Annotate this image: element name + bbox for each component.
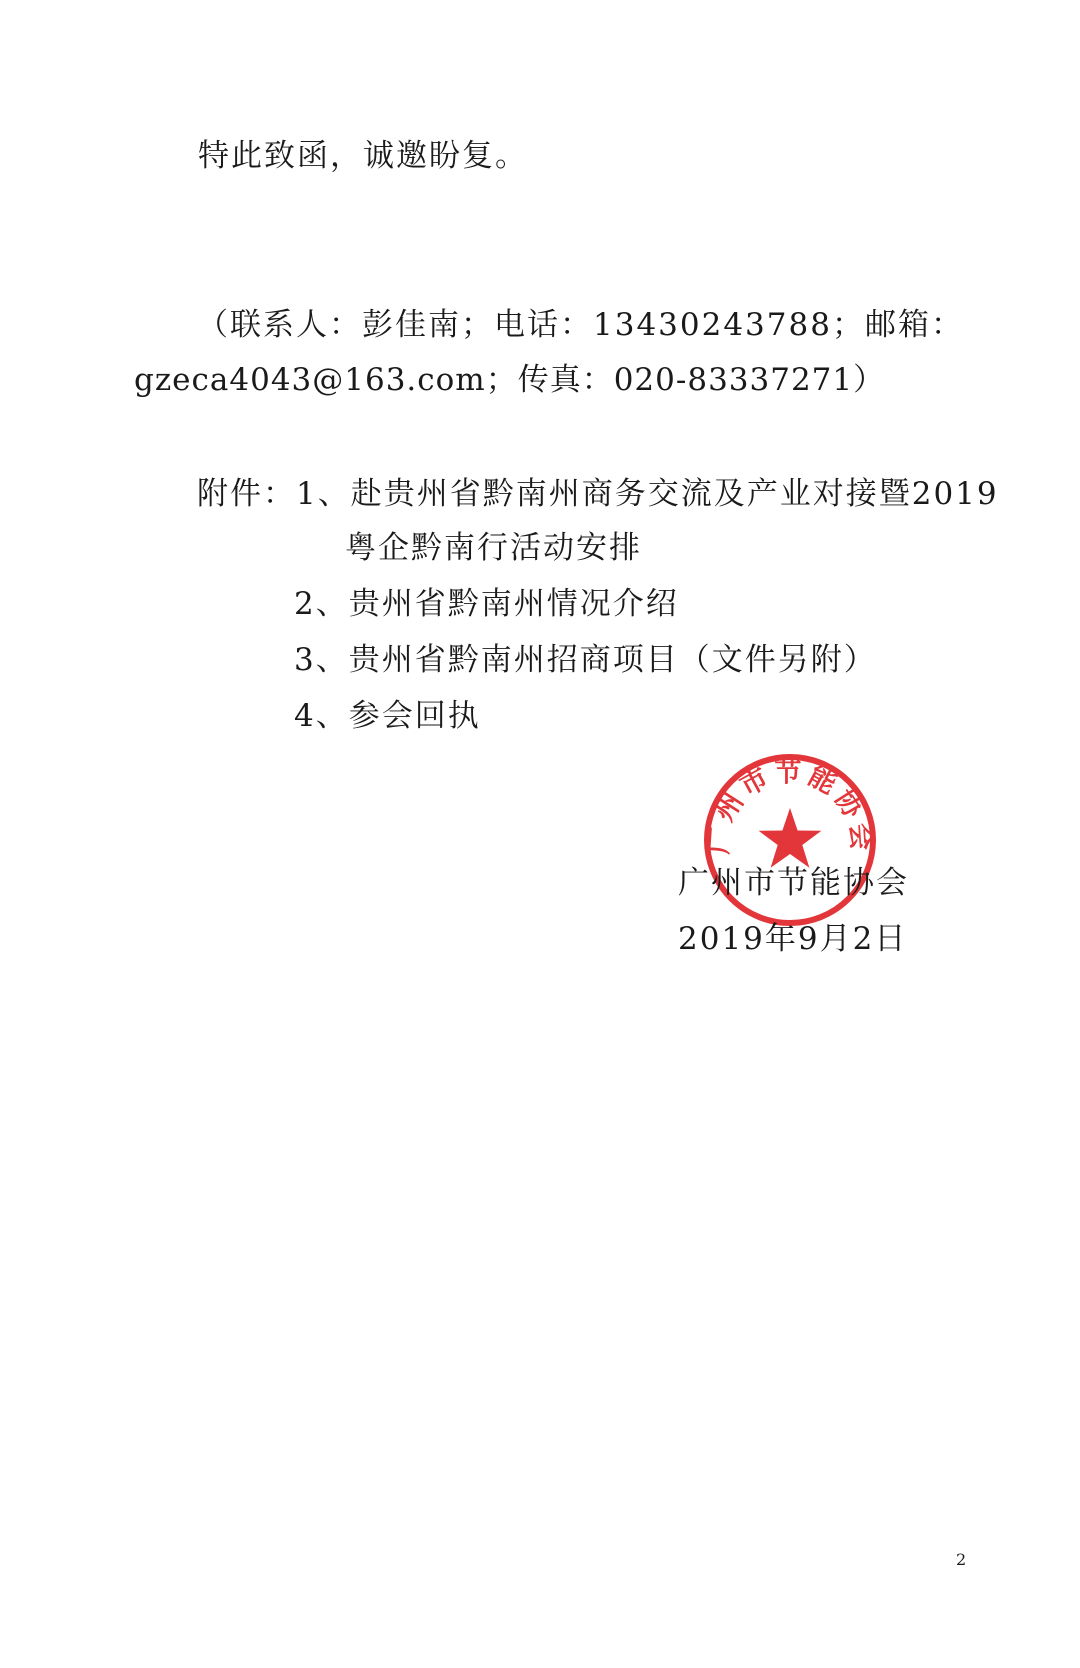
attachment-item-1-line-2: 粤企黔南行活动安排 bbox=[345, 530, 642, 566]
official-seal bbox=[700, 750, 880, 930]
seal-text: 广州市节能协会 bbox=[703, 757, 877, 856]
star-icon bbox=[759, 808, 822, 868]
contact-info-line-1: （联系人：彭佳南；电话：13430243788；邮箱： bbox=[197, 307, 964, 343]
page-number: 2 bbox=[956, 1550, 967, 1569]
signing-organization: 广州市节能协会 bbox=[678, 865, 909, 901]
attachment-item-3: 3、贵州省黔南州招商项目（文件另附） bbox=[294, 642, 877, 678]
attachment-item-2: 2、贵州省黔南州情况介绍 bbox=[294, 586, 679, 622]
attachment-item-1-line-1: 附件：1、赴贵州省黔南州商务交流及产业对接暨2019 bbox=[197, 476, 999, 512]
closing-sentence: 特此致函，诚邀盼复。 bbox=[198, 138, 528, 174]
attachment-item-4: 4、参会回执 bbox=[294, 698, 481, 734]
signing-date: 2019年9月2日 bbox=[678, 921, 908, 957]
contact-info-line-2: gzeca4043@163.com；传真：020-83337271） bbox=[134, 362, 886, 398]
